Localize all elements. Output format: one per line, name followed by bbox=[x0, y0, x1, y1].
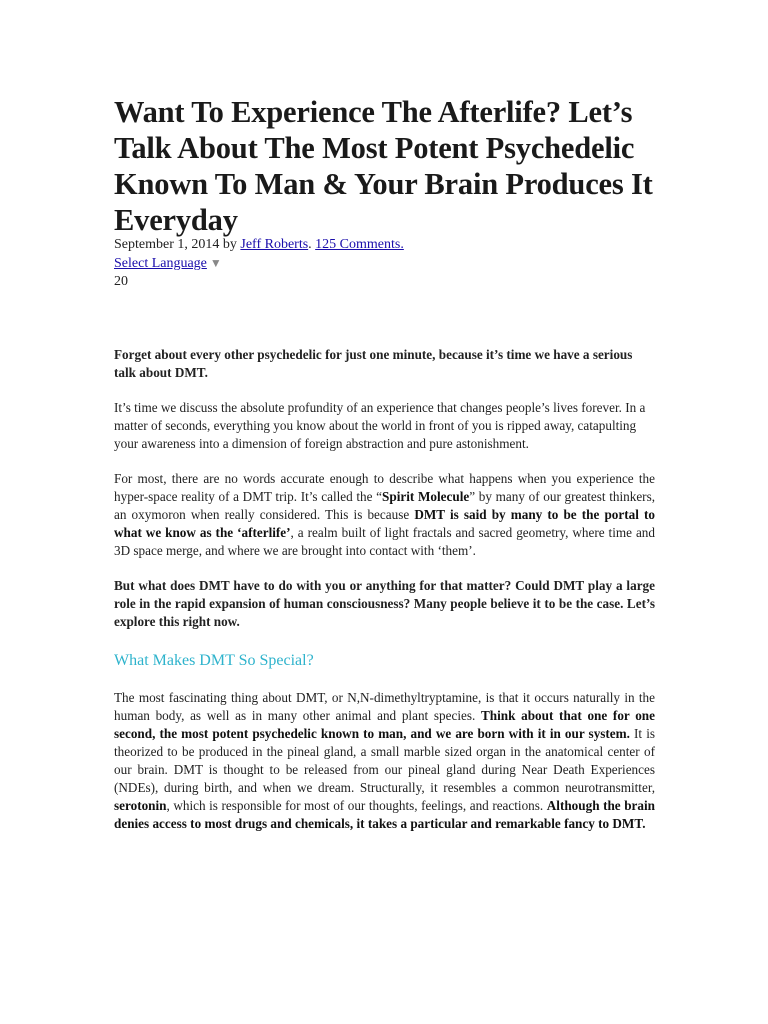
comments-link[interactable]: 125 Comments. bbox=[315, 237, 404, 252]
article-meta bbox=[114, 236, 655, 254]
paragraph-3-text-c: ” by many of our greatest thinkers, an oxymoron when really considered. This is because bbox=[114, 489, 655, 522]
paragraph-3 bbox=[114, 470, 655, 560]
spirit-molecule-emphasis: Spirit Molecule bbox=[382, 489, 470, 504]
share-count: 20 bbox=[114, 274, 128, 289]
section-heading: What Makes DMT So Special? bbox=[114, 652, 314, 669]
paragraph-5-text-c: It is theorized to be produced in the pineal gland, a small marble sized organ in the anatomical center of our brain. DMT is thought to be released from our pineal gland during Near Death Experiences (NDEs), during birth, and when we dream. Structurally, it resembles a common neurotransmitter, bbox=[114, 726, 655, 795]
serotonin-emphasis: serotonin bbox=[114, 798, 167, 813]
afterlife-emphasis: DMT is said by many to be the portal to what we know as the ‘afterlife’ bbox=[114, 507, 655, 540]
paragraph-2: It’s time we discuss the absolute profundity of an experience that changes people’s lives forever. In a matter of seconds, everything you know about the world in front of you is ripped away, catapulting your awareness into a dimension of foreign abstraction and pure astonishment. bbox=[114, 400, 646, 451]
author-link[interactable]: Jeff Roberts bbox=[240, 237, 309, 252]
born-with-it-emphasis: Think about that one for one second, the most potent psychedelic known to man, and we are born with it in our system. bbox=[114, 708, 655, 741]
paragraph-4: But what does DMT have to do with you or anything for that matter? Could DMT play a large role in the rapid expansion of human consciousness? Many people believe it to be the case. Let’s explore this right now. bbox=[114, 578, 655, 629]
article-date: September 1, 2014 bbox=[114, 237, 220, 252]
by-label: by bbox=[222, 237, 237, 252]
article-title: Want To Experience The Afterlife? Let’s Talk About The Most Potent Psychedelic Known To Man & Your Brain Produces It Everyday bbox=[114, 95, 653, 237]
paragraph-5-text-a: The most fascinating thing about DMT, or N,N-dimethyltryptamine, is that it occurs naturally in the human body, as well as in many other animal and plant species. bbox=[114, 690, 655, 723]
dropdown-arrow-icon[interactable]: ▼ bbox=[209, 256, 222, 270]
meta-separator: . bbox=[308, 237, 312, 252]
lead-paragraph: Forget about every other psychedelic for just one minute, because it’s time we have a serious talk about DMT. bbox=[114, 347, 633, 380]
language-selector[interactable] bbox=[114, 254, 222, 273]
paragraph-5-text-e: , which is responsible for most of our thoughts, feelings, and reactions. bbox=[166, 798, 547, 813]
language-selector-label[interactable]: Select Language bbox=[114, 256, 207, 271]
paragraph-3-text-a: For most, there are no words accurate enough to describe what happens when you experience the hyper-space reality of a DMT trip. It’s called the “ bbox=[114, 471, 655, 504]
brain-access-emphasis: Although the brain denies access to most drugs and chemicals, it takes a particular and remarkable fancy to DMT. bbox=[114, 798, 655, 831]
paragraph-5 bbox=[114, 689, 655, 833]
article-body bbox=[114, 346, 655, 850]
paragraph-3-text-e: , a realm built of light fractals and sacred geometry, where time and 3D space merge, and where we are brought into contact with ‘them’. bbox=[114, 525, 655, 558]
